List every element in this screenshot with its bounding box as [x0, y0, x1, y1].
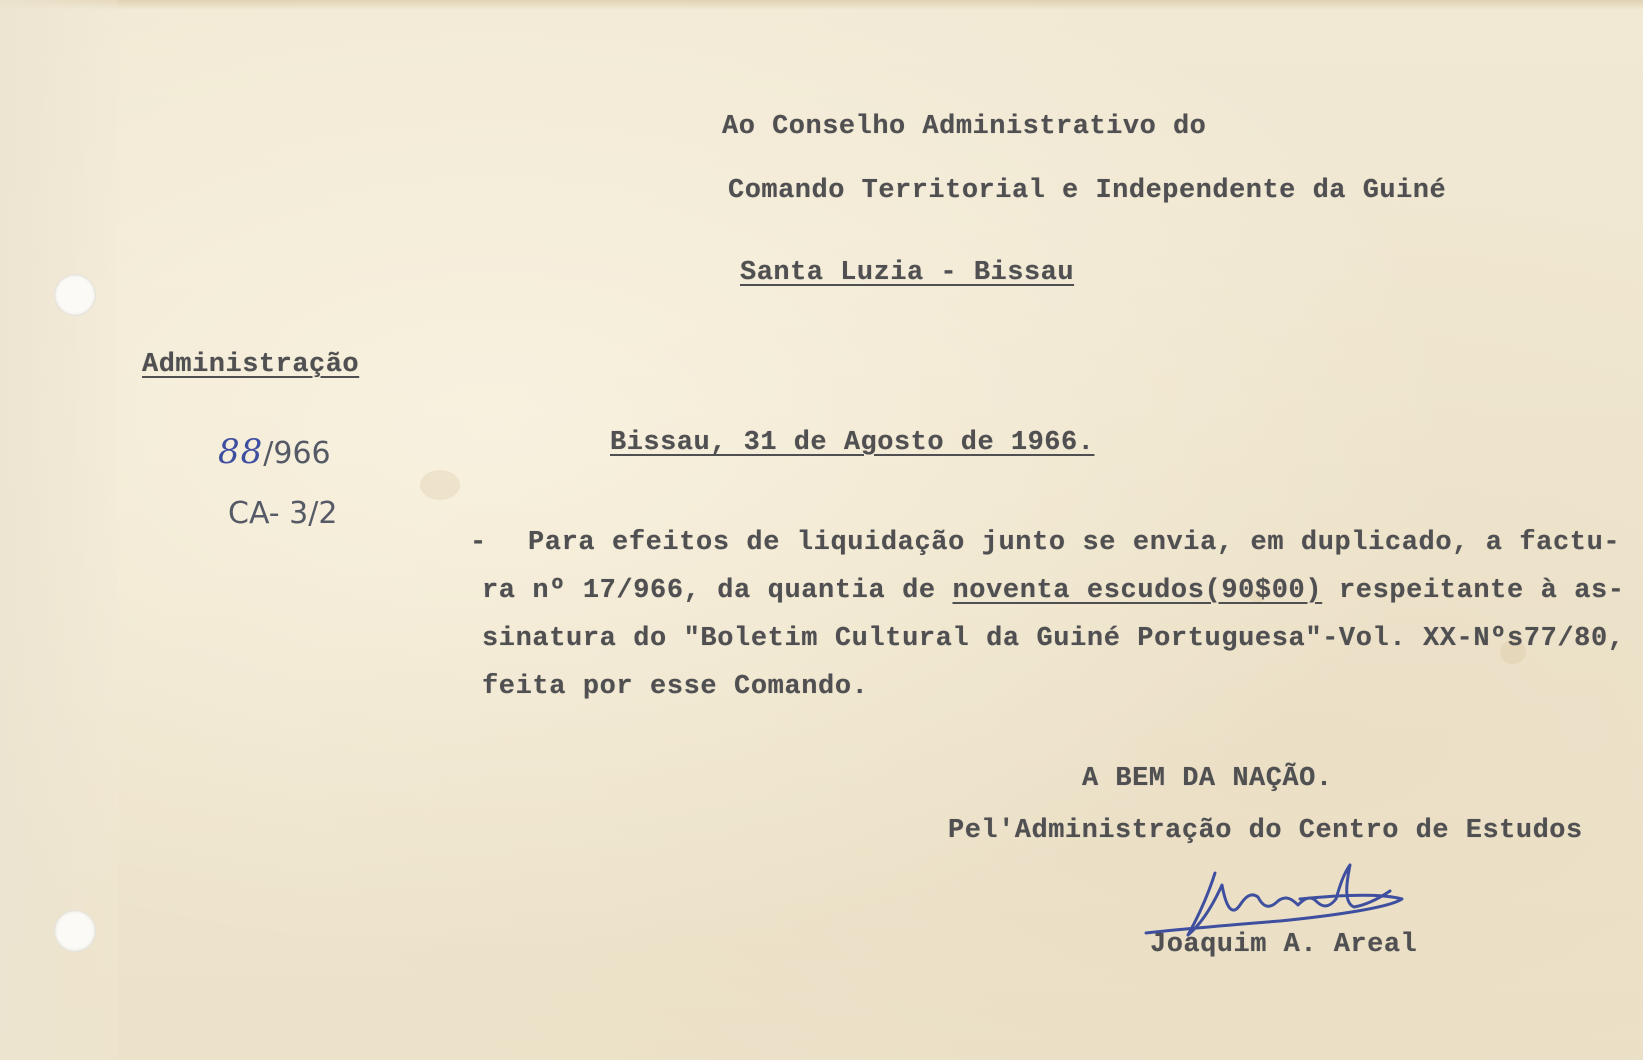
date-line: Bissau, 31 de Agosto de 1966. — [610, 428, 1095, 458]
recipient-line-2: Comando Territorial e Independente da Guiné — [728, 176, 1447, 206]
body-line-4: feita por esse Comando. — [482, 672, 869, 702]
punch-hole-bottom — [54, 910, 96, 952]
body-bullet: - — [470, 528, 487, 558]
paper-top-edge — [0, 0, 1643, 10]
reference-number-suffix: /966 — [263, 436, 331, 471]
body-line-3: sinatura do "Boletim Cultural da Guiné Portuguesa"-Vol. XX-Nºs77/80, — [482, 624, 1625, 654]
body-line-2-end: respeitante à as- — [1322, 576, 1625, 606]
punch-hole-top — [54, 274, 96, 316]
body-line-1: Para efeitos de liquidação junto se envia, em duplicado, a factu- — [528, 528, 1621, 558]
paper-left-margin — [0, 0, 118, 1060]
body-line-2-start: ra nº 17/966, da quantia de — [482, 576, 953, 606]
amount-text: noventa escudos(90$00) — [952, 576, 1323, 606]
reference-number — [218, 432, 331, 472]
closing-on-behalf: Pel'Administração do Centro de Estudos — [948, 816, 1583, 846]
recipient-line-3: Santa Luzia - Bissau — [740, 258, 1075, 288]
file-code: CA- 3/2 — [228, 496, 338, 531]
handwritten-number: 88 — [218, 432, 264, 472]
closing-salutation: A BEM DA NAÇÃO. — [1082, 764, 1333, 794]
signatory-name: Joaquim A. Areal — [1150, 930, 1418, 960]
paper-stain — [420, 470, 460, 500]
recipient-line-1: Ao Conselho Administrativo do — [722, 112, 1207, 142]
body-line-2 — [482, 576, 1625, 606]
department-label: Administração — [142, 350, 360, 380]
